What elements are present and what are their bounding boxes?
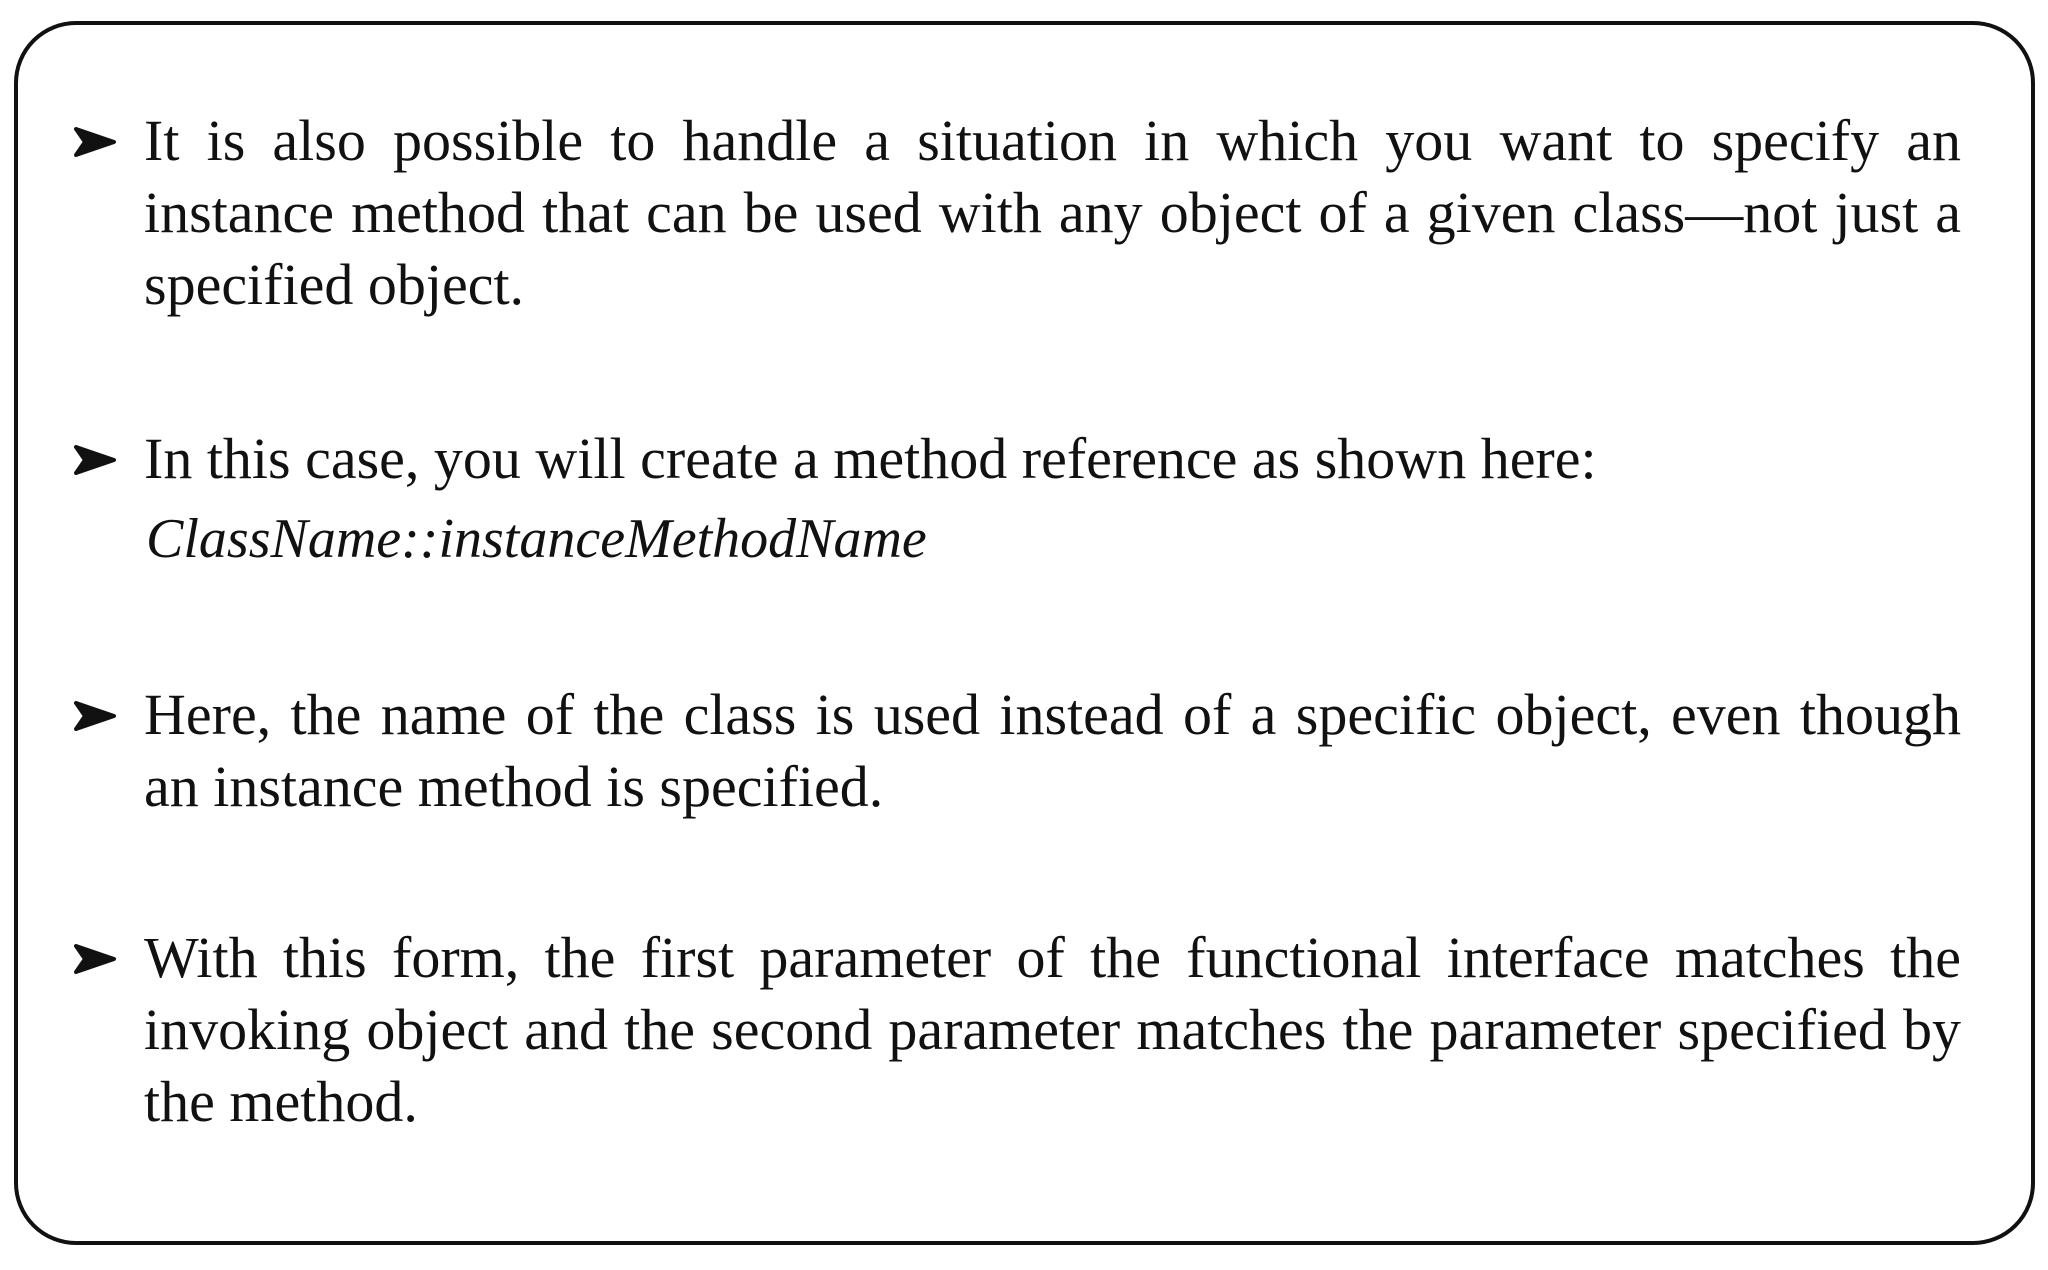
arrowhead-bullet-icon [74, 445, 116, 475]
arrowhead-bullet-icon [74, 105, 130, 173]
arrowhead-bullet-icon [74, 679, 130, 747]
arrowhead-bullet-icon [74, 127, 116, 157]
bullet-text-2: In this case, you will create a method reference as shown here: [144, 426, 1597, 491]
arrowhead-bullet-icon [74, 944, 116, 974]
bullet-text-3: Here, the name of the class is used instead of a specific object, even though an instance method is specified. [144, 682, 1961, 819]
method-reference-syntax: ClassName::instanceMethodName [146, 508, 927, 570]
bullet-item-3 [74, 679, 1974, 823]
arrowhead-bullet-icon [74, 701, 116, 731]
bullet-item-2 [74, 423, 1974, 575]
bullet-text-4: With this form, the first parameter of the functional interface matches the invoking object and the second parameter matches the parameter specified by the method. [144, 925, 1961, 1134]
bullet-item-4 [74, 922, 1974, 1138]
bullet-text-1: It is also possible to handle a situation in which you want to specify an instance method that can be used with any object of a given class—not just a specified object. [144, 108, 1961, 317]
bullet-item-1 [74, 105, 1974, 321]
arrowhead-bullet-icon [74, 922, 130, 990]
bullet-list [18, 25, 2031, 1241]
content-box [14, 21, 2035, 1245]
arrowhead-bullet-icon [74, 423, 130, 491]
